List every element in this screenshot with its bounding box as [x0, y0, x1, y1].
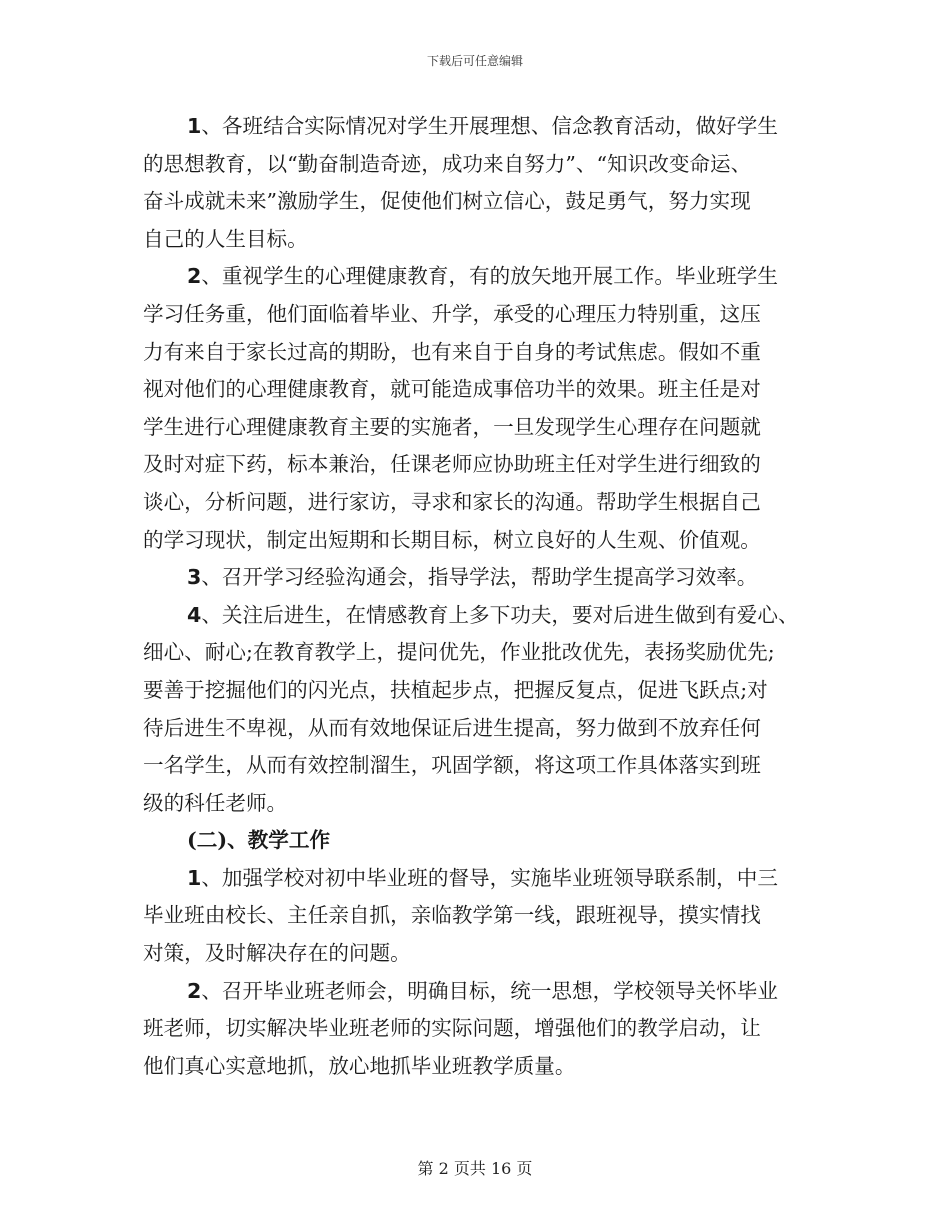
line-text: 班老师，切实解决毕业班老师的实际问题，增强他们的教学启动，让 [143, 1016, 761, 1041]
text-line [143, 747, 815, 785]
line-text: 的学习现状，制定出短期和长期目标，树立良好的人生观、价值观。 [143, 527, 761, 552]
text-line [143, 672, 815, 710]
line-text: 学生进行心理健康教育主要的实施者，一旦发现学生心理存在问题就 [143, 414, 761, 439]
text-line [143, 484, 815, 522]
text-line [143, 296, 815, 334]
text-line [143, 522, 815, 560]
text-line [143, 146, 815, 184]
line-text: 对策，及时解决存在的问题。 [143, 941, 411, 966]
text-line [143, 183, 815, 221]
item-number: 2 [187, 978, 202, 1003]
text-line [143, 334, 815, 372]
text-line [143, 559, 815, 597]
text-line [143, 935, 815, 973]
line-text: 的思想教育，以“勤奋制造奇迹，成功来自努力”、“知识改变命运、 [143, 151, 752, 176]
item-number: 1 [187, 114, 202, 138]
text-line [143, 1010, 815, 1048]
text-line [143, 973, 815, 1011]
item-number: 3 [187, 565, 202, 590]
text-line [143, 409, 815, 447]
item-number: 1 [187, 865, 202, 890]
line-text: 、各班结合实际情况对学生开展理想、信念教育活动，做好学生 [201, 114, 778, 138]
text-line [143, 634, 815, 672]
text-line [143, 108, 815, 146]
line-text: 视对他们的心理健康教育，就可能造成事倍功半的效果。班主任是对 [143, 377, 761, 402]
line-text: 、重视学生的心理健康教育，有的放矢地开展工作。毕业班学生 [201, 264, 778, 289]
text-line [143, 860, 815, 898]
page-number-footer: 第 2 页共 16 页 [417, 1159, 533, 1178]
text-line [143, 897, 815, 935]
text-line [143, 446, 815, 484]
text-line [143, 710, 815, 748]
page-header-note: 下载后可任意编辑 [426, 54, 523, 68]
text-line [143, 221, 815, 259]
line-text: 、加强学校对初中毕业班的督导，实施毕业班领导联系制，中三 [201, 865, 778, 890]
text-line [143, 1048, 815, 1086]
line-text: 谈心，分析问题，进行家访，寻求和家长的沟通。帮助学生根据自己 [143, 489, 761, 514]
line-text: 及时对症下药，标本兼治，任课老师应协助班主任对学生进行细致的 [143, 452, 761, 477]
line-text: 待后进生不卑视，从而有效地保证后进生提高，努力做到不放弃任何 [143, 715, 761, 740]
line-text: 要善于挖掘他们的闪光点，扶植起步点，把握反复点，促进飞跃点;对 [143, 677, 768, 702]
text-line [143, 785, 815, 823]
line-text: 奋斗成就未来”激励学生，促使他们树立信心，鼓足勇气，努力实现 [143, 189, 751, 214]
item-number: 4 [187, 602, 202, 627]
line-text: (二)、教学工作 [187, 828, 331, 853]
line-text: 一名学生，从而有效控制溜生，巩固学额，将这项工作具体落实到班 [143, 753, 761, 778]
line-text: 毕业班由校长、主任亲自抓，亲临教学第一线，跟班视导，摸实情找 [143, 903, 761, 928]
line-text: 、召开学习经验沟通会，指导学法，帮助学生提高学习效率。 [201, 565, 758, 590]
section-heading [143, 822, 815, 860]
text-line [143, 597, 815, 635]
line-text: 力有来自于家长过高的期盼，也有来自于自身的考试焦虑。假如不重 [143, 339, 761, 364]
line-text: 、关注后进生，在情感教育上多下功夫，要对后进生做到有爱心、 [201, 602, 799, 627]
line-text: 自己的人生目标。 [143, 226, 308, 251]
text-line [143, 258, 815, 296]
line-text: 学习任务重，他们面临着毕业、升学，承受的心理压力特别重，这压 [143, 301, 761, 326]
line-text: 级的科任老师。 [143, 790, 288, 815]
line-text: 细心、耐心;在教育教学上，提问优先，作业批改优先，表扬奖励优先; [143, 640, 775, 665]
item-number: 2 [187, 264, 202, 289]
text-line [143, 371, 815, 409]
document-body [143, 108, 815, 1085]
line-text: 他们真心实意地抓，放心地抓毕业班教学质量。 [143, 1053, 576, 1078]
line-text: 、召开毕业班老师会，明确目标，统一思想，学校领导关怀毕业 [201, 978, 778, 1003]
